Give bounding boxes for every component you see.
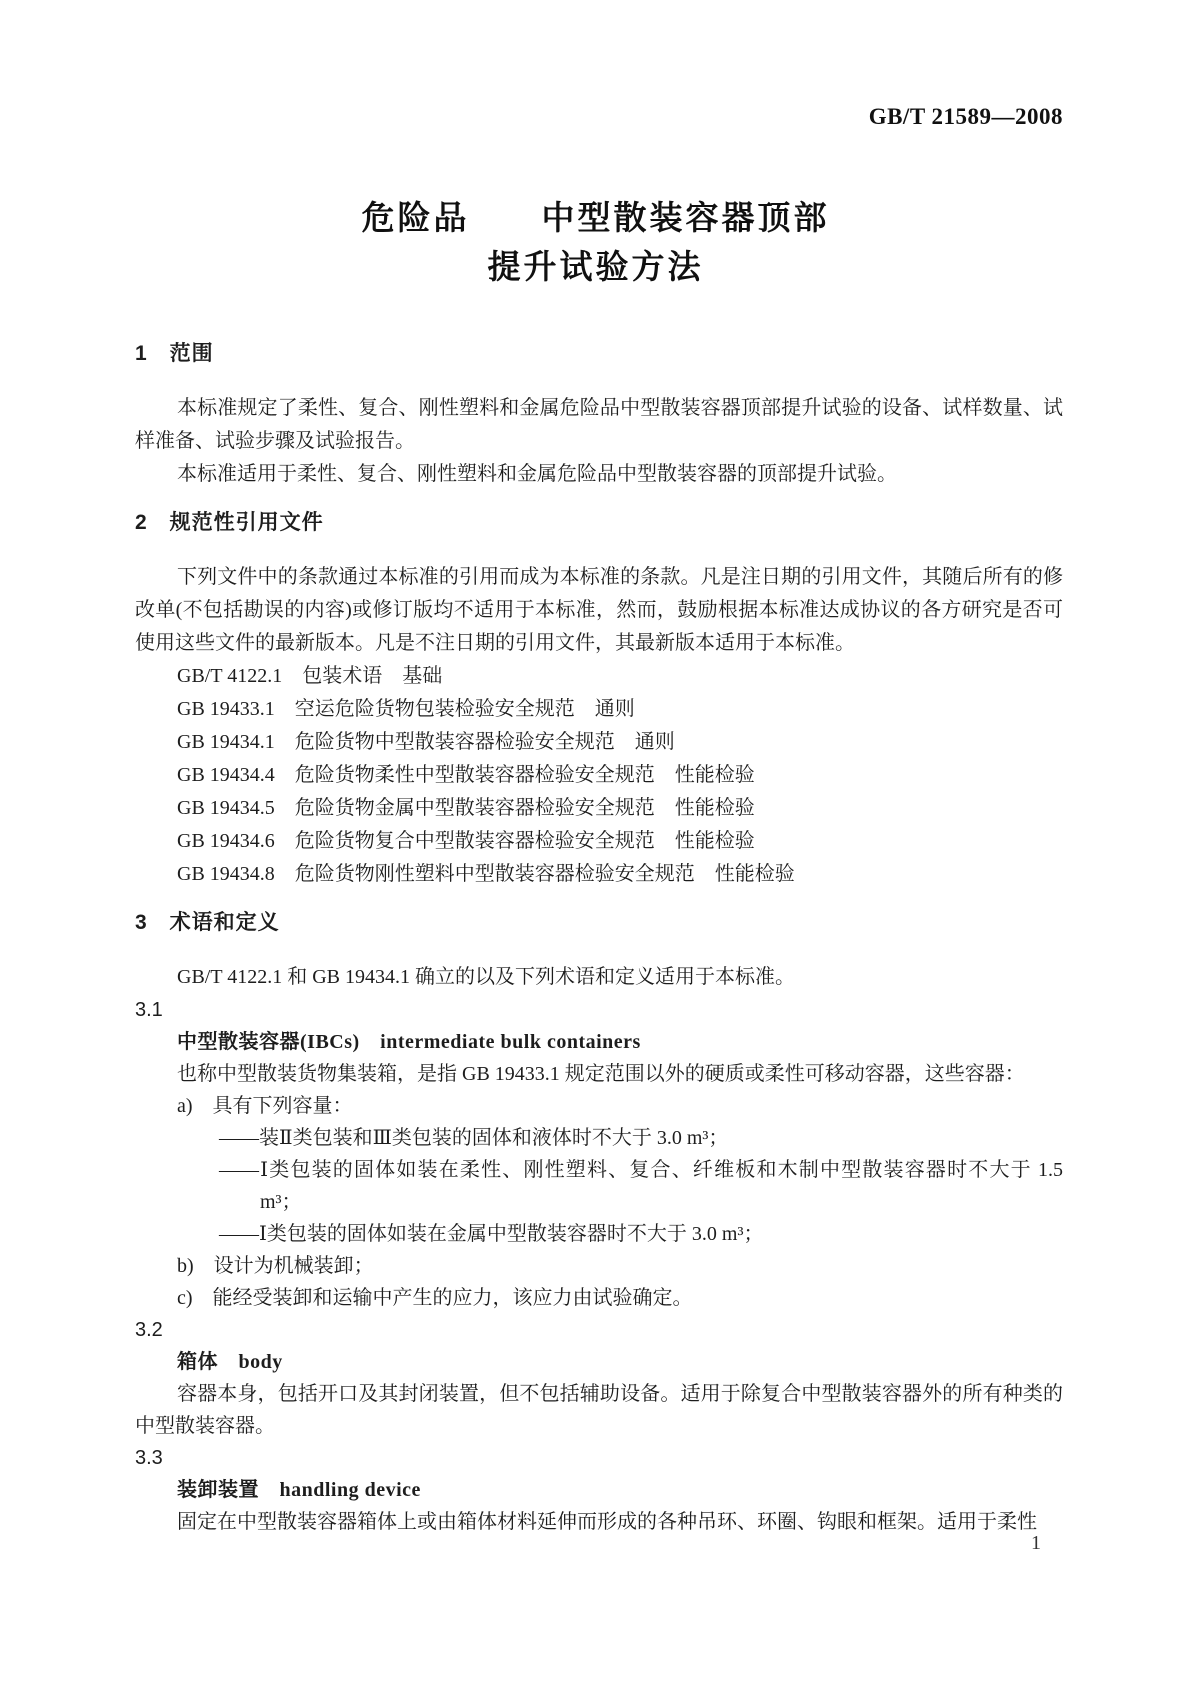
reference-item: GB 19434.6 危险货物复合中型散装容器检验安全规范 性能检验 [177, 830, 755, 852]
document-title [0, 194, 1191, 292]
definition-paragraph: 容器本身，包括开口及其封闭装置，但不包括辅助设备。适用于除复合中型散装容器外的所有种类的中型散装容器。 [135, 1383, 1063, 1437]
definition-paragraph: 也称中型散装货物集装箱，是指 GB 19433.1 规定范围以外的硬质或柔性可移动容器，这些容器： [177, 1063, 1025, 1085]
term-heading: 箱体 body [177, 1351, 283, 1373]
list-item: a) 具有下列容量： [177, 1095, 353, 1117]
paragraph: GB/T 4122.1 和 GB 19434.1 确立的以及下列术语和定义适用于本标准。 [177, 966, 795, 988]
reference-item: GB/T 4122.1 包装术语 基础 [177, 665, 443, 687]
paragraph: 本标准规定了柔性、复合、刚性塑料和金属危险品中型散装容器顶部提升试验的设备、试样数量、试样准备、试验步骤及试验报告。 [135, 397, 1063, 452]
dash-item: ——Ⅰ类包装的固体如装在金属中型散装容器时不大于 3.0 m³； [219, 1223, 764, 1245]
reference-item: GB 19434.5 危险货物金属中型散装容器检验安全规范 性能检验 [177, 797, 755, 819]
clause-number: 3.3 [135, 1447, 163, 1469]
page-number: 1 [1031, 1532, 1041, 1554]
paragraph: 下列文件中的条款通过本标准的引用而成为本标准的条款。凡是注日期的引用文件，其随后所有的修改单(不包括勘误的内容)或修订版均不适用于本标准，然而，鼓励根据本标准达成协议的各方研究是否可使用这些文件的最新版本。凡是不注日期的引用文件，其最新版本适用于本标准。 [135, 566, 1063, 654]
clause-number: 3.2 [135, 1319, 163, 1341]
section-heading: 1 范围 [135, 342, 214, 365]
reference-item: GB 19433.1 空运危险货物包装检验安全规范 通则 [177, 698, 635, 720]
reference-item: GB 19434.1 危险货物中型散装容器检验安全规范 通则 [177, 731, 675, 753]
term-heading: 装卸装置 handling device [177, 1479, 421, 1501]
list-item: b) 设计为机械装卸； [177, 1255, 374, 1277]
section-heading: 2 规范性引用文件 [135, 511, 324, 534]
reference-item: GB 19434.4 危险货物柔性中型散装容器检验安全规范 性能检验 [177, 764, 755, 786]
list-item: c) 能经受装卸和运输中产生的应力，该应力由试验确定。 [177, 1287, 693, 1309]
dash-item: ——装Ⅱ类包装和Ⅲ类包装的固体和液体时不大于 3.0 m³； [219, 1127, 729, 1149]
section-heading: 3 术语和定义 [135, 911, 280, 934]
standard-code: GB/T 21589—2008 [868, 104, 1063, 129]
term-heading: 中型散装容器(IBCs) intermediate bulk containers [177, 1031, 641, 1053]
definition-paragraph: 固定在中型散装容器箱体上或由箱体材料延伸而形成的各种吊环、环圈、钩眼和框架。适用于柔性 [177, 1511, 1037, 1533]
document-header [0, 0, 1191, 130]
reference-item: GB 19434.8 危险货物刚性塑料中型散装容器检验安全规范 性能检验 [177, 863, 795, 885]
dash-item: ——Ⅰ类包装的固体如装在柔性、刚性塑料、复合、纤维板和木制中型散装容器时不大于 1.5 m³； [219, 1159, 1063, 1213]
document-title-line2: 提升试验方法 [487, 248, 704, 285]
document-title-line1: 危险品 中型散装容器顶部 [361, 199, 830, 236]
document-content [0, 338, 1191, 1538]
clause-number: 3.1 [135, 999, 163, 1021]
paragraph: 本标准适用于柔性、复合、刚性塑料和金属危险品中型散装容器的顶部提升试验。 [177, 463, 897, 485]
